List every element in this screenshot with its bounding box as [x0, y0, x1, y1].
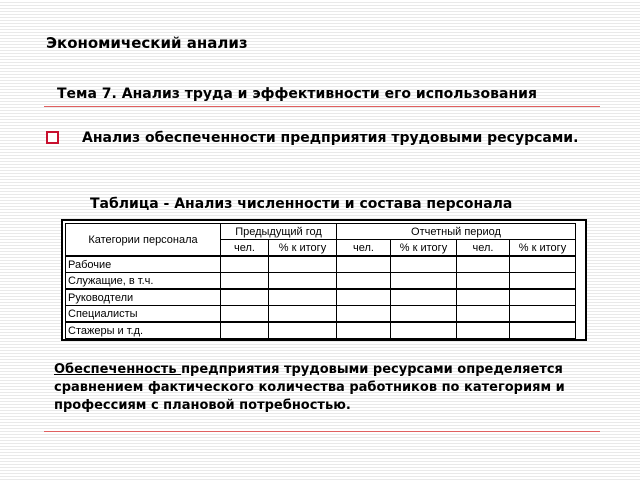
table-cell [391, 306, 457, 323]
slide-title: Экономический анализ [46, 34, 248, 52]
table-cell [269, 289, 337, 306]
table-cell [269, 306, 337, 323]
table-cell [510, 322, 576, 339]
table-cell [337, 256, 391, 273]
table-cell [269, 273, 337, 290]
table-cell [337, 273, 391, 290]
table-caption: Таблица - Анализ численности и состава персонала [90, 196, 513, 212]
note-term: Обеспеченность [54, 362, 182, 377]
row-label: Специалисты [66, 306, 221, 323]
table-cell [510, 306, 576, 323]
group-header-reporting-period: Отчетный период [337, 224, 576, 240]
definition-note [54, 361, 614, 415]
square-bullet-icon [46, 131, 59, 144]
table-cell [221, 273, 269, 290]
table-row [66, 289, 576, 306]
table-cell [457, 273, 510, 290]
table-cell [457, 289, 510, 306]
row-label: Рабочие [66, 256, 221, 273]
topic-divider [44, 106, 600, 107]
table-cell [457, 256, 510, 273]
subheader-people: чел. [337, 240, 391, 257]
table-cell [391, 256, 457, 273]
table-cell [510, 289, 576, 306]
table-cell [391, 289, 457, 306]
table-cell [457, 306, 510, 323]
table-cell [269, 256, 337, 273]
table-cell [221, 256, 269, 273]
row-label: Стажеры и т.д. [66, 322, 221, 339]
personnel-table [65, 223, 576, 339]
table-cell [337, 322, 391, 339]
table-row [66, 322, 576, 339]
table-cell [510, 256, 576, 273]
note-text: предприятия трудовыми ресурсами определяется сравнением фактического количества работников по категориям и профессиям с плановой потребностью. [54, 362, 565, 413]
table-cell [457, 322, 510, 339]
table-cell [337, 289, 391, 306]
category-header: Категории персонала [66, 224, 221, 257]
bottom-divider [44, 431, 600, 432]
table-frame [61, 219, 587, 341]
row-label: Руководтели [66, 289, 221, 306]
table-cell [269, 322, 337, 339]
table-cell [391, 273, 457, 290]
subheader-people: чел. [457, 240, 510, 257]
table-row [66, 306, 576, 323]
table-row [66, 273, 576, 290]
subheader-percent-total: % к итогу [391, 240, 457, 257]
table-cell [221, 322, 269, 339]
subheader-people: чел. [221, 240, 269, 257]
group-header-previous-year: Предыдущий год [221, 224, 337, 240]
table-row [66, 256, 576, 273]
bullet-text: Анализ обеспеченности предприятия трудовыми ресурсами. [82, 130, 579, 146]
subheader-percent-total: % к итогу [510, 240, 576, 257]
table-cell [221, 289, 269, 306]
topic-heading: Тема 7. Анализ труда и эффективности его использования [57, 86, 537, 102]
subheader-percent-total: % к итогу [269, 240, 337, 257]
row-label: Служащие, в т.ч. [66, 273, 221, 290]
table-cell [337, 306, 391, 323]
table-cell [391, 322, 457, 339]
table-cell [510, 273, 576, 290]
table-cell [221, 306, 269, 323]
